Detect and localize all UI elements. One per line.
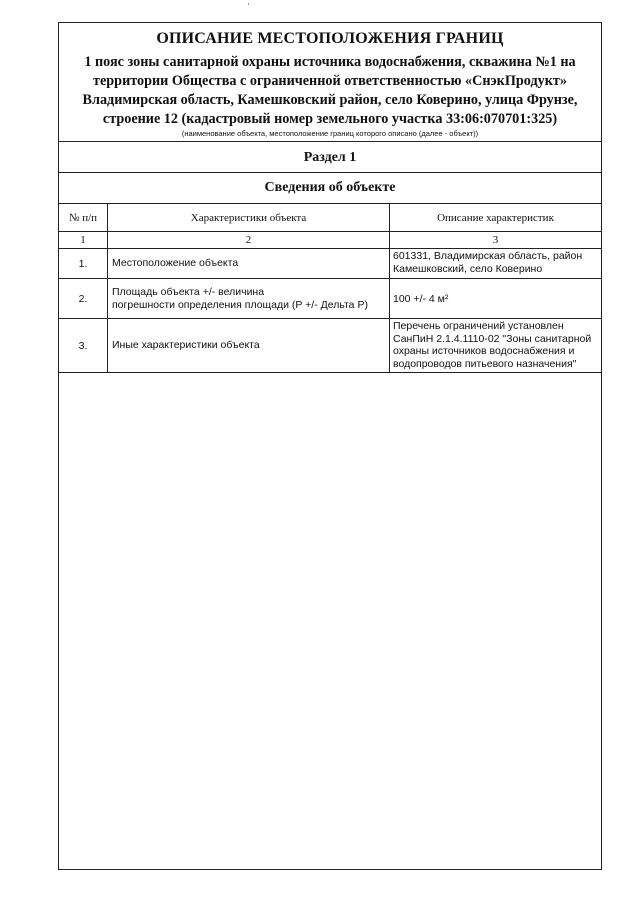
row-description: 601331, Владимирская область, район Камешковский, село Коверино: [390, 249, 602, 279]
row-description: Перечень ограничений установлен СанПиН 2.1.4.1110-02 "Зоны санитарной охраны источников водоснабжения и водопроводов питьевого назначения": [390, 319, 602, 373]
section-subtitle: Сведения об объекте: [264, 180, 396, 195]
header-characteristic: Характеристики объекта: [108, 204, 390, 232]
document-note: (наименование объекта, местоположение границ которого описано (далее - объект)): [181, 129, 479, 138]
table-row: [59, 319, 601, 373]
object-info-table: [59, 203, 601, 373]
row-characteristic: Иные характеристики объекта: [108, 319, 390, 373]
column-number-1: 1: [59, 232, 108, 249]
table-row: [59, 249, 601, 279]
document-page: [58, 22, 602, 870]
table-header-row: [59, 204, 601, 232]
document-header: [59, 30, 601, 142]
row-number: 3.: [59, 319, 108, 373]
document-title: ОПИСАНИЕ МЕСТОПОЛОЖЕНИЯ ГРАНИЦ: [156, 30, 504, 47]
row-number: 2.: [59, 279, 108, 319]
header-description: Описание характеристик: [390, 204, 602, 232]
row-characteristic: Местоположение объекта: [108, 249, 390, 279]
row-characteristic: Площадь объекта +/- величина погрешности определения площади (P +/- Дельта P): [108, 279, 390, 319]
document-subtitle: 1 пояс зоны санитарной охраны источника водоснабжения, скважина №1 на территории Общества с ограниченной ответственностью «СнэкПродукт» Владимирская область, Камешковский район, село Коверино, улица Фрунзе, строение 12 (кадастровый номер земельного участка 33:06:070701:325): [82, 54, 578, 127]
column-number-2: 2: [108, 232, 390, 249]
row-number: 1.: [59, 249, 108, 279]
table-row: [59, 279, 601, 319]
column-number-3: 3: [390, 232, 602, 249]
section-title: Раздел 1: [59, 142, 601, 173]
scan-speck: [248, 3, 249, 5]
row-description: 100 +/- 4 м²: [390, 279, 602, 319]
table-column-numbers-row: [59, 232, 601, 249]
header-number: № п/п: [59, 204, 108, 232]
